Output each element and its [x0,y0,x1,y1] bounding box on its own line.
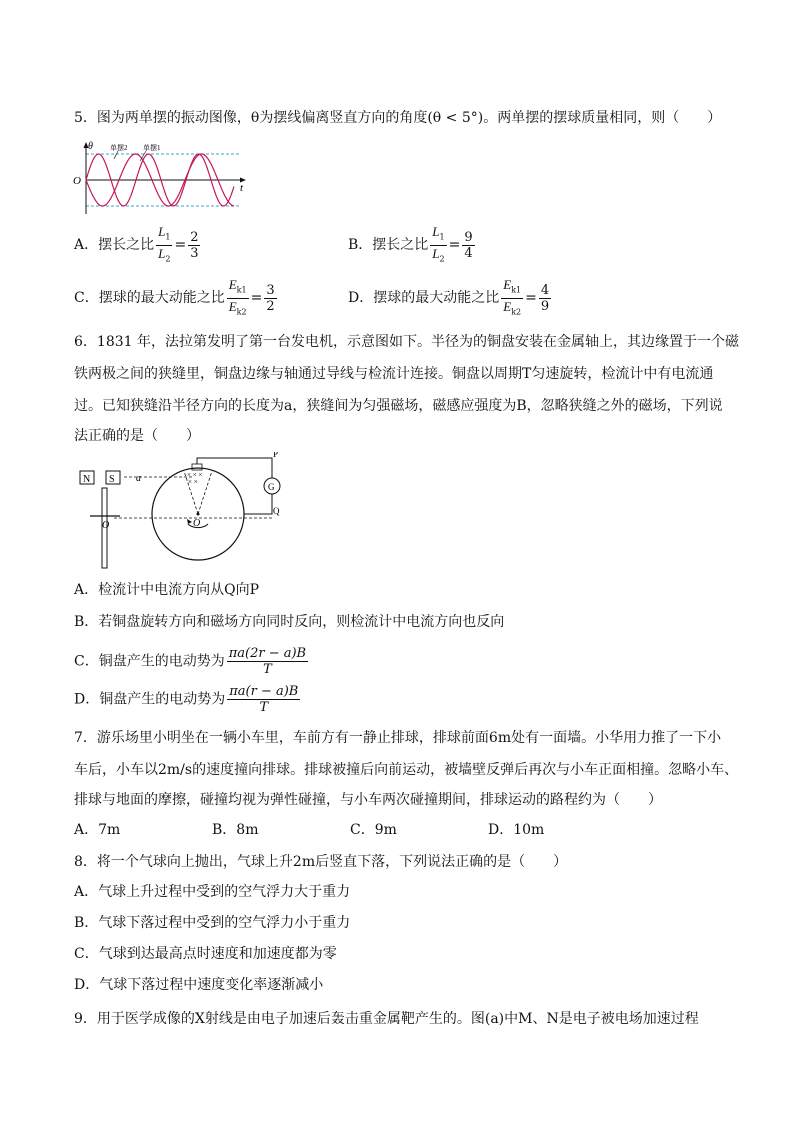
q5-option-c-value: $\frac{3}{2}$ [266,282,275,314]
q6-label-n: N [83,474,91,485]
q5-pendulum-graph [70,140,260,220]
q6-option-d[interactable] [74,684,302,715]
q6-stem-line-3: 过。已知狭缝沿半径方向的长度为a，狭缝间为匀强磁场，磁感应强度为B，忽略狭缝之外的磁场，下列说 [74,398,723,414]
q5-option-a-value: $\frac{2}{3}$ [190,229,199,261]
q9-stem: 9．用于医学成像的X射线是由电子加速后轰击重金属靶产生的。图(a)中M、N是电子被电场加速过程 [74,1011,699,1027]
q5-option-b[interactable]: B．摆长之比 $\frac{L_1}{L_2}$ = $\frac{9}{4}$ [348,224,477,266]
q6-stem-line-4: 法正确的是（ ） [74,428,200,444]
q8-option-d[interactable]: D．气球下落过程中速度变化率逐渐减小 [74,977,324,993]
q7-stem-line-2: 车后，小车以2m/s的速度撞向排球。排球被撞后向前运动，被墙壁反弹后再次与小车正面相撞。忽略小车、 [74,762,739,778]
q5-option-c[interactable]: C．摆球的最大动能之比 $\frac{E_{k1}}{E_{k2}}$ = $\frac{3}{2}$ [74,277,279,319]
q6-label-o-center: O [193,518,201,529]
q5-origin-label: O [73,175,81,187]
q6-option-a[interactable]: A．检流计中电流方向从Q向P [74,582,260,598]
q6-label-q: Q [273,506,280,516]
q5-label-pendulum-1: 单摆1 [143,144,161,152]
q8-option-c[interactable]: C．气球到达最高点时速度和加速度都为零 [74,946,337,962]
q5-label-pendulum-2: 单摆2 [110,144,128,152]
q7-stem-line-3: 排球与地面的摩擦，碰撞均视为弹性碰撞，与小车两次碰撞期间，排球运动的路程约为（ ） [74,792,662,808]
q7-option-b[interactable]: B．8m [212,822,259,838]
q6-option-d-formula: $\frac{\pi a(r - a)B}{T}$ [229,684,299,715]
q5-x-label: t [240,182,244,194]
q6-field-marks-2: × × [188,478,198,486]
q5-option-a-text: A．摆长之比 [74,237,155,254]
q7-stem-line-1: 7．游乐场里小明坐在一辆小车里，车前方有一静止排球，排球前面6m处有一面墙。小华用力推了一下小 [74,730,722,746]
q8-option-b[interactable]: B．气球下落过程中受到的空气浮力小于重力 [74,915,351,931]
q5-option-a-ratio: $\frac{L_1}{L_2}$ [158,224,171,264]
q5-y-label: θ [88,141,93,152]
q6-option-d-text: D．铜盘产生的电动势为 [74,691,226,708]
q5-option-b-value: $\frac{9}{4}$ [464,229,473,261]
q6-option-c-text: C．铜盘产生的电动势为 [74,653,225,670]
q5-stem: 5．图为两单摆的振动图像，θ为摆线偏离竖直方向的角度(θ < 5°)。两单摆的摆球质量相同，则（ ） [74,110,722,126]
q7-option-c[interactable]: C．9m [350,822,397,838]
q6-option-c-formula: $\frac{\pi a(2r - a)B}{T}$ [228,646,307,677]
q6-wire-top [197,458,272,478]
q5-pointer-2 [114,151,118,159]
q6-wire-bottom [244,494,272,514]
q5-option-a[interactable]: A．摆长之比 $\frac{L_1}{L_2}$ = $\frac{2}{3}$ [74,224,202,266]
q6-center-point [197,513,200,516]
q6-label-o-left: O [102,520,110,531]
q7-option-a[interactable]: A．7m [74,822,121,838]
q5-option-b-ratio: $\frac{L_1}{L_2}$ [432,224,445,264]
q6-label-s: S [109,474,115,485]
q5-option-c-text: C．摆球的最大动能之比 [74,290,225,307]
q7-option-d[interactable]: D．10m [488,822,545,838]
q6-stem-line-1: 6．1831 年，法拉第发明了第一台发电机，示意图如下。半径为的铜盘安装在金属轴上，其边缘置于一个磁 [74,334,739,350]
q8-stem: 8．将一个气球向上抛出，气球上升2m后竖直下落，下列说法正确的是（ ） [74,854,568,870]
q5-option-d-ratio: $\frac{E_{k1}}{E_{k2}}$ [503,277,522,317]
q6-stem-line-2: 铁两极之间的狭缝里，铜盘边缘与轴通过导线与检流计连接。铜盘以周期T匀速旋转，检流计中有电流通 [74,366,714,382]
q5-option-d-text: D．摆球的最大动能之比 [348,290,500,307]
q6-brush [192,464,202,470]
q6-label-p: P [273,452,279,459]
q6-label-a: a [136,473,141,484]
q5-option-d-value: $\frac{4}{9}$ [540,282,550,314]
q6-rotation-arrowhead [187,519,192,524]
q6-label-g: G [268,482,275,492]
q6-option-b[interactable]: B．若铜盘旋转方向和磁场方向同时反向，则检流计中电流方向也反向 [74,614,505,630]
q5-option-b-text: B．摆长之比 [348,237,429,254]
q5-option-c-ratio: $\frac{E_{k1}}{E_{k2}}$ [228,277,247,317]
q6-generator-figure [74,452,294,574]
q5-option-d[interactable]: D．摆球的最大动能之比 $\frac{E_{k1}}{E_{k2}}$ = $\frac{4}{9}$ [348,277,553,319]
q8-option-a[interactable]: A．气球上升过程中受到的空气浮力大于重力 [74,884,351,900]
q6-field-marks-1: × × × [187,471,203,479]
q6-option-c[interactable] [74,646,310,677]
